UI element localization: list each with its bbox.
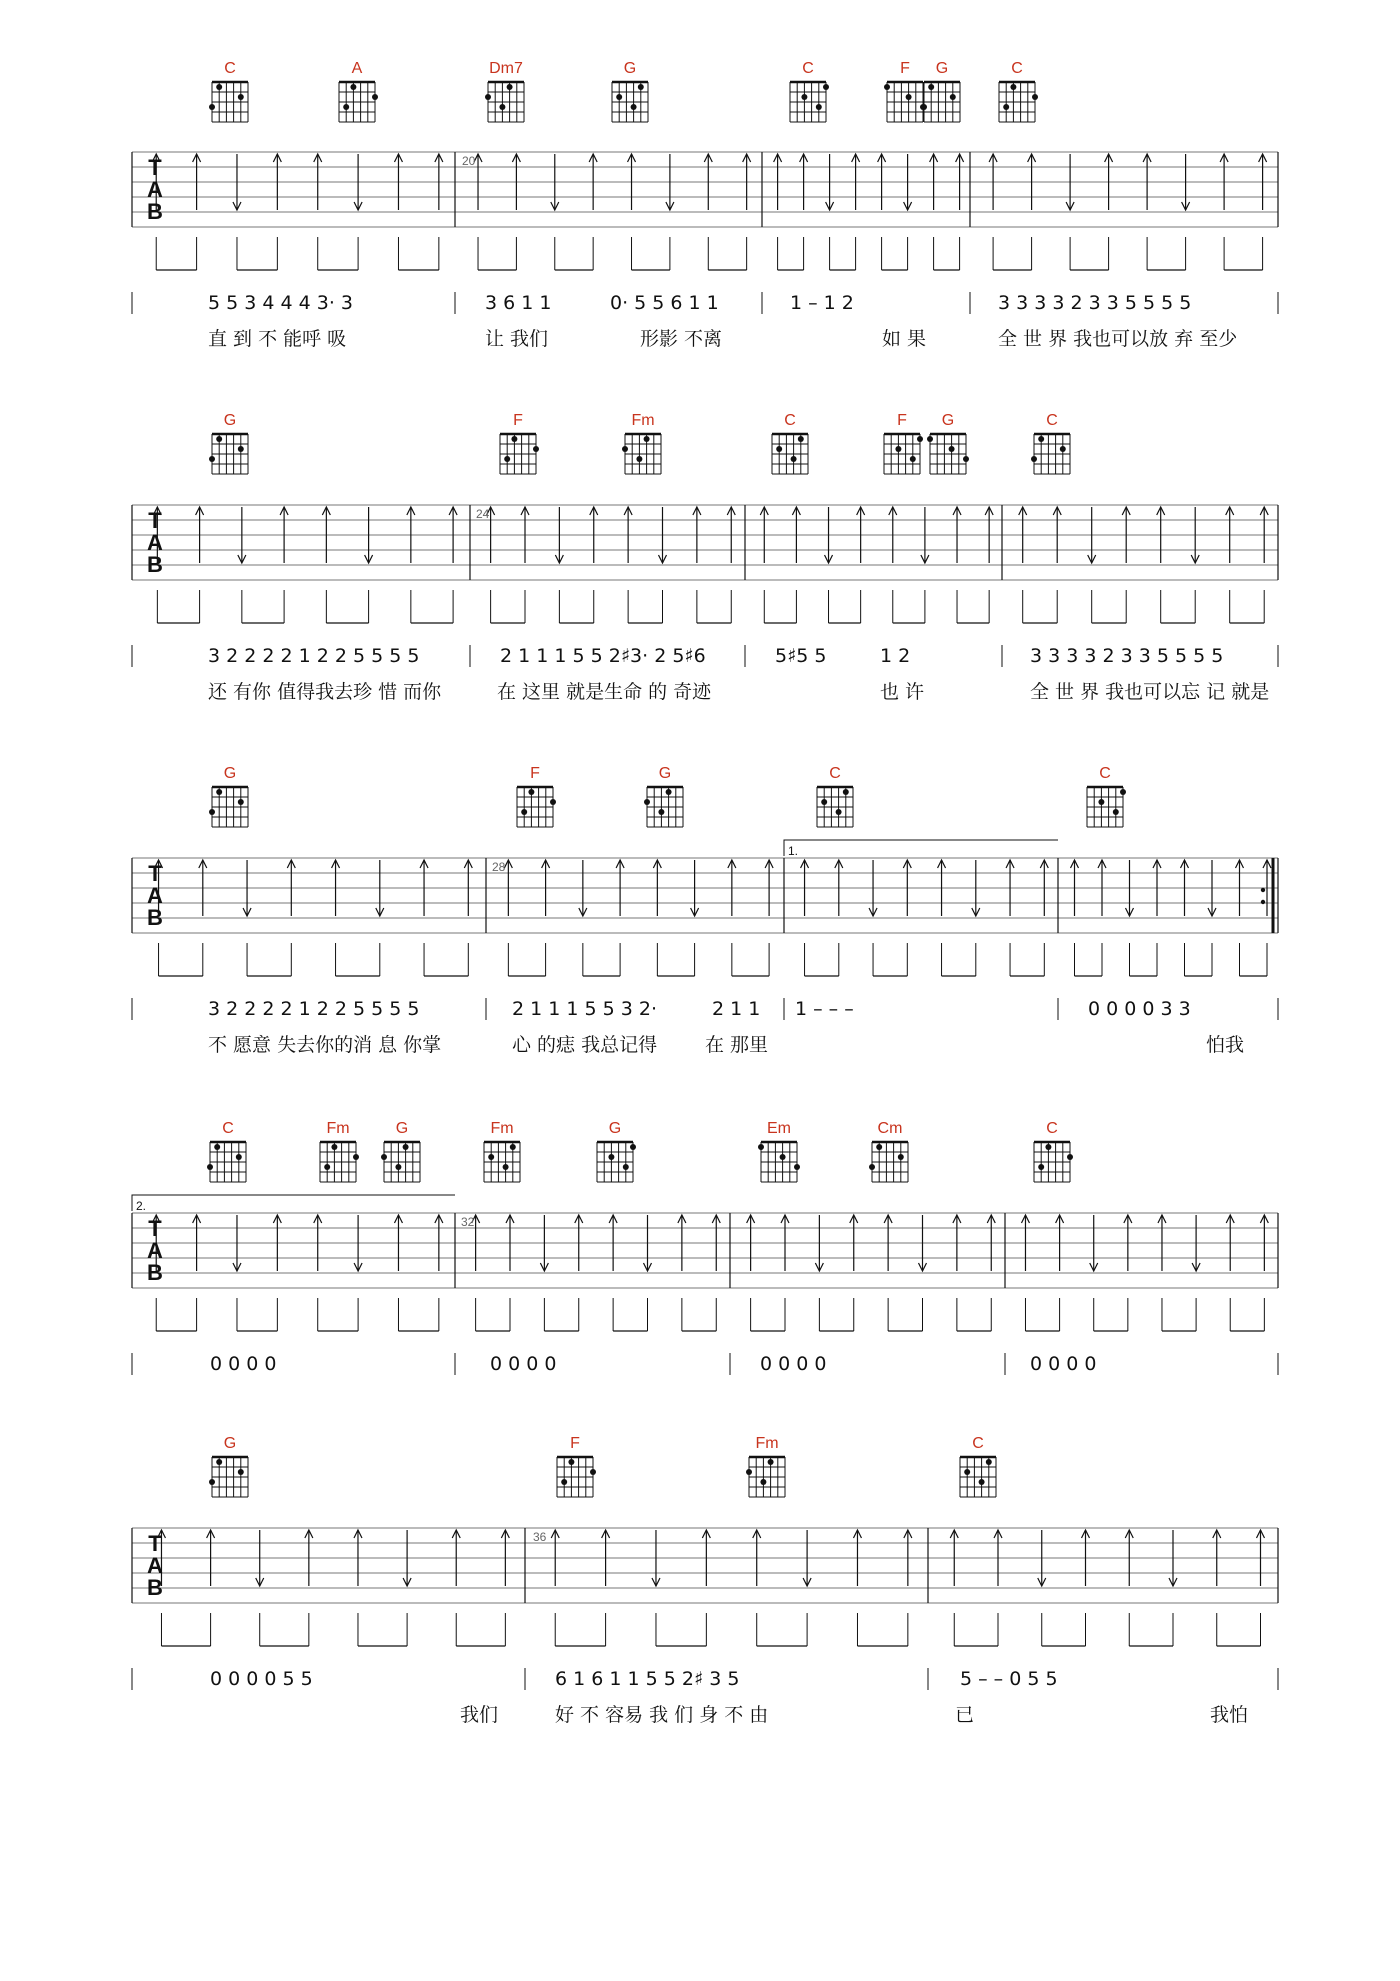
chord-name: C bbox=[1099, 765, 1111, 782]
tab-clef-letter: T bbox=[148, 1531, 162, 1556]
chord-name: C bbox=[1046, 1120, 1058, 1137]
lyric-line: 全 世 界 我也可以放 弃 至少 bbox=[998, 328, 1238, 350]
tab-clef-letter: A bbox=[147, 177, 163, 202]
chord-diagram bbox=[557, 1457, 596, 1497]
chord-name: A bbox=[351, 60, 363, 77]
bar-number: 24 bbox=[476, 507, 490, 521]
tab-clef-letter: B bbox=[147, 1575, 163, 1600]
lyric-line: 直 到 不 能呼 吸 bbox=[208, 328, 347, 350]
chord-name: C bbox=[972, 1435, 984, 1452]
jianpu-notes: 0 0 0 0 3 3 bbox=[1088, 998, 1191, 1020]
lyric-line: 形影 不离 bbox=[640, 328, 723, 350]
chord-name: C bbox=[829, 765, 841, 782]
tab-clef-letter: A bbox=[147, 1553, 163, 1578]
lyric-line: 全 世 界 我也可以忘 记 就是 bbox=[1030, 681, 1270, 703]
jianpu-notes: 2 1 1 1 5 5 3 2· bbox=[512, 998, 658, 1020]
lyric-line: 也 许 bbox=[880, 681, 925, 703]
jianpu-notes: 0 0 0 0 bbox=[1030, 1353, 1097, 1375]
lyric-line: 在 这里 就是生命 的 奇迹 bbox=[497, 681, 712, 703]
jianpu-notes: 1 2 bbox=[880, 645, 911, 667]
lyric-line: 如 果 bbox=[882, 328, 927, 350]
jianpu-notes: 1 – 1 2 bbox=[790, 292, 854, 314]
chord-name: F bbox=[897, 412, 907, 429]
chord-name: G bbox=[608, 1120, 622, 1137]
lyric-line: 不 愿意 失去你的消 息 你掌 bbox=[208, 1034, 442, 1056]
chord-diagram bbox=[960, 1457, 996, 1497]
chord-name: Fm bbox=[326, 1120, 350, 1137]
chord-name: Fm bbox=[631, 412, 655, 429]
chord-name: G bbox=[223, 412, 237, 429]
chord-name: F bbox=[570, 1435, 580, 1452]
chord-name: Fm bbox=[490, 1120, 514, 1137]
tab-clef-letter: T bbox=[148, 861, 162, 886]
bar-number: 36 bbox=[533, 1530, 547, 1544]
chord-name: G bbox=[935, 60, 949, 77]
chord-name: G bbox=[395, 1120, 409, 1137]
tab-clef-letter: T bbox=[148, 155, 162, 180]
jianpu-notes: 5 5 3 4 4 4 3· 3 bbox=[208, 292, 354, 314]
chord-name: Em bbox=[767, 1120, 791, 1137]
tab-clef-letter: B bbox=[147, 1260, 163, 1285]
jianpu-notes: 0· 5 5 6 1 1 bbox=[610, 292, 719, 314]
jianpu-notes: 3 3 3 3 2 3 3 5 5 5 5 bbox=[998, 292, 1192, 314]
chord-name: Dm7 bbox=[489, 60, 523, 77]
bar-number: 20 bbox=[462, 154, 476, 168]
jianpu-notes: 1 – – – bbox=[795, 998, 854, 1020]
lyric-line: 怕我 bbox=[1206, 1034, 1245, 1056]
lyric-line: 好 不 容易 我 们 身 不 由 bbox=[555, 1704, 769, 1726]
tab-clef-letter: B bbox=[147, 199, 163, 224]
chord-diagram bbox=[746, 1457, 785, 1497]
chord-name: G bbox=[223, 765, 237, 782]
bar-number: 32 bbox=[461, 1215, 475, 1229]
jianpu-notes: 3 6 1 1 bbox=[485, 292, 552, 314]
chord-name: G bbox=[658, 765, 672, 782]
chord-name: Cm bbox=[877, 1120, 903, 1137]
chord-diagram bbox=[209, 1457, 248, 1497]
tab-clef-letter: B bbox=[147, 905, 163, 930]
jianpu-notes: 5 – – 0 5 5 bbox=[960, 1668, 1058, 1690]
chord-name: G bbox=[223, 1435, 237, 1452]
lyric-line: 我怕 bbox=[1210, 1704, 1249, 1726]
chord-name: C bbox=[1046, 412, 1058, 429]
tab-clef-letter: T bbox=[148, 508, 162, 533]
volta-bracket-label: 1. bbox=[788, 844, 799, 858]
tab-clef-letter: A bbox=[147, 883, 163, 908]
jianpu-notes: 0 0 0 0 5 5 bbox=[210, 1668, 313, 1690]
lyric-line: 心 的痣 我总记得 bbox=[512, 1034, 658, 1056]
lyric-line: 在 那里 bbox=[705, 1034, 769, 1056]
tab-clef-letter: A bbox=[147, 1238, 163, 1263]
tab-clef-letter: T bbox=[148, 1216, 162, 1241]
jianpu-notes: 5♯5 5 bbox=[775, 645, 827, 667]
lyric-line: 还 有你 值得我去珍 惜 而你 bbox=[208, 681, 442, 703]
chord-name: F bbox=[513, 412, 523, 429]
lyric-line: 让 我们 bbox=[485, 328, 549, 350]
chord-name: G bbox=[623, 60, 637, 77]
jianpu-notes: 2 1 1 1 5 5 2♯3· 2 5♯6 bbox=[500, 645, 706, 667]
chord-name: C bbox=[222, 1120, 234, 1137]
bar-number: 28 bbox=[492, 860, 506, 874]
jianpu-notes: 2 1 1 bbox=[712, 998, 761, 1020]
jianpu-notes: 3 3 3 3 2 3 3 5 5 5 5 bbox=[1030, 645, 1224, 667]
jianpu-notes: 0 0 0 0 bbox=[760, 1353, 827, 1375]
lyric-line: 我们 bbox=[460, 1704, 499, 1726]
tab-clef-letter: A bbox=[147, 530, 163, 555]
chord-name: F bbox=[900, 60, 910, 77]
chord-name: F bbox=[530, 765, 540, 782]
volta-bracket-label: 2. bbox=[136, 1199, 147, 1213]
jianpu-notes: 0 0 0 0 bbox=[210, 1353, 277, 1375]
jianpu-notes: 3 2 2 2 2 1 2 2 5 5 5 5 bbox=[208, 645, 420, 667]
jianpu-notes: 0 0 0 0 bbox=[490, 1353, 557, 1375]
chord-name: C bbox=[784, 412, 796, 429]
lyric-line: 已 bbox=[955, 1704, 975, 1726]
tab-clef-label bbox=[142, 1533, 168, 1599]
chord-name: C bbox=[1011, 60, 1023, 77]
chord-name: C bbox=[224, 60, 236, 77]
chord-name: C bbox=[802, 60, 814, 77]
tab-clef-letter: B bbox=[147, 552, 163, 577]
chord-name: G bbox=[941, 412, 955, 429]
jianpu-notes: 6 1 6 1 1 5 5 2♯ 3 5 bbox=[555, 1668, 740, 1690]
jianpu-notes: 3 2 2 2 2 1 2 2 5 5 5 5 bbox=[208, 998, 420, 1020]
chord-name: Fm bbox=[755, 1435, 779, 1452]
